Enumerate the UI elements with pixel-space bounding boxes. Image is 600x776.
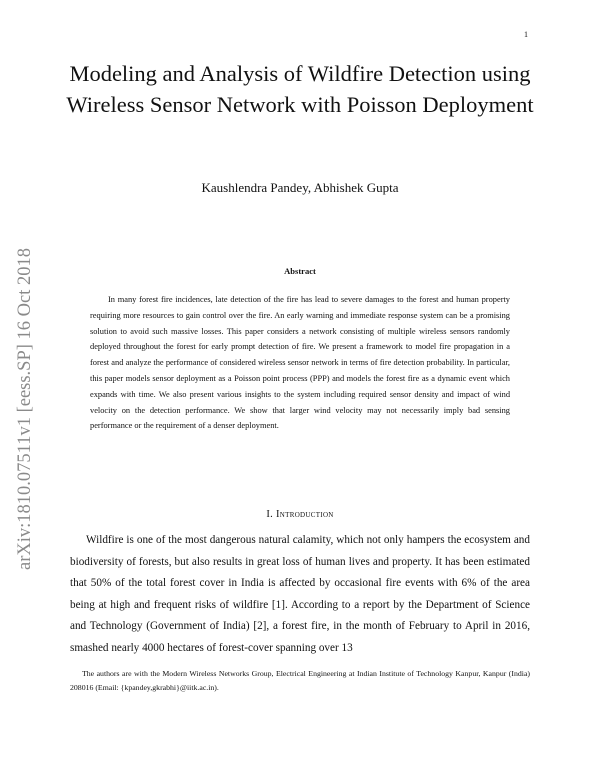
section-heading — [60, 509, 540, 520]
abstract-heading: Abstract — [284, 266, 316, 276]
paper-title: Modeling and Analysis of Wildfire Detection using Wireless Sensor Network with Poisson Deployment — [66, 61, 534, 117]
abstract-text: In many forest fire incidences, late detection of the fire has lead to severe damages to the forest and human property requiring more resources to gain control over the fire. An early warning and immediate response system can be a promising solution to avoid such massive losses. This paper considers a network consisting of multiple wireless sensors randomly deployed throughout the forest for early prompt detection of fire. We present a framework to model fire propagation in a forest and analyze the performance of considered wireless sensor network in terms of fire detection probability. In particular, this paper models sensor deployment as a Poisson point process (PPP) and models the forest fire as a dynamic event which expands with time. We also present various insights to the system including required sensor density and impact of wind velocity on the detection performance. We show that larger wind velocity may not necessarily imply bad sensing performance or the requirement of a denser deployment. — [90, 295, 510, 431]
arxiv-identifier: arXiv:1810.07511v1 [eess.SP] 16 Oct 2018 — [15, 247, 35, 570]
page-number: 1 — [524, 30, 528, 39]
author-list: Kaushlendra Pandey, Abhishek Gupta — [201, 180, 399, 195]
section-title: Introduction — [276, 509, 334, 520]
author-footnote: The authors are with the Modern Wireless Networks Group, Electrical Engineering at Indian Institute of Technology Kanpur, Kanpur (India) 208016 (Email: {kpandey,gkrabhi}@iitk.ac.in). — [70, 669, 530, 693]
section-number: I. — [266, 509, 274, 520]
introduction-paragraph: Wildfire is one of the most dangerous natural calamity, which not only hampers the ecosystem and biodiversity of forests, but also results in great loss of human lives and property. It has been estimated that 50% of the total forest cover in India is affected by occasional fire events with 6% of the area being at high and frequent risks of wildfire [1]. According to a report by the Department of Science and Technology (Government of India) [2], a forest fire, in the month of February to April in 2016, smashed nearly 4000 hectares of forest-cover spanning over 13 — [70, 534, 530, 654]
